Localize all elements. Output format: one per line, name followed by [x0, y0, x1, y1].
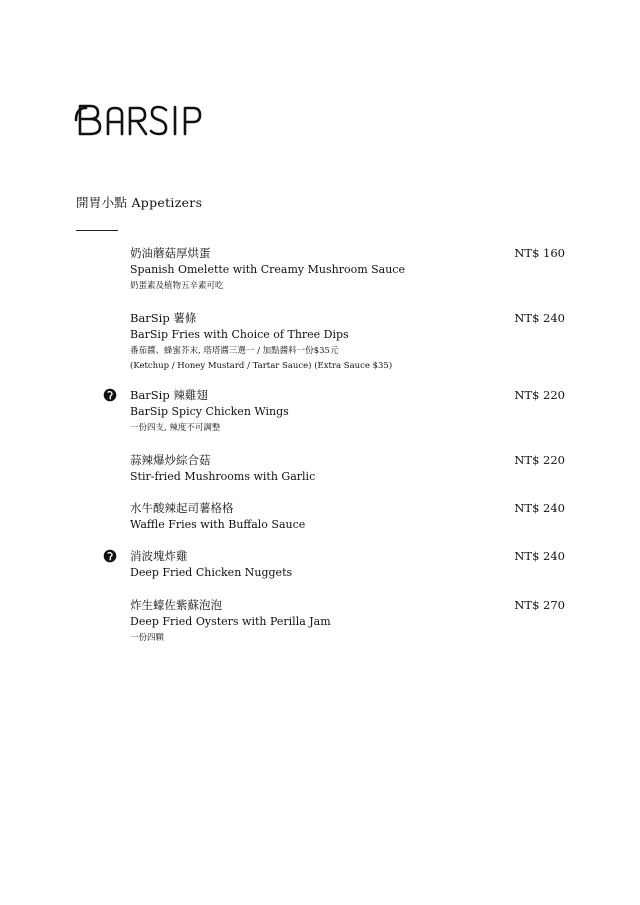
item-name-zh: BarSip 薯條 — [130, 311, 197, 325]
item-name-zh: BarSip 辣雞翅 — [130, 388, 208, 402]
item-price: NT$ 220 — [514, 388, 565, 402]
section-divider — [76, 230, 118, 231]
item-price: NT$ 160 — [514, 246, 565, 260]
menu-item — [130, 501, 570, 533]
item-note: 一份四支, 辣度不可調整 — [130, 423, 221, 433]
item-price: NT$ 240 — [514, 549, 565, 563]
item-price: NT$ 220 — [514, 453, 565, 467]
item-name-zh: 炸生蠔佐紫蘇泡泡 — [130, 598, 222, 612]
menu-item — [130, 549, 570, 581]
barsip-logo — [74, 100, 204, 140]
item-price: NT$ 270 — [514, 598, 565, 612]
spicy-chili-icon — [103, 549, 117, 563]
spicy-chili-icon — [103, 388, 117, 402]
item-note: 一份四顆 — [130, 633, 165, 643]
section-title: 開胃小點 Appetizers — [76, 195, 203, 210]
item-name-en: Spanish Omelette with Creamy Mushroom Sauce — [130, 263, 405, 276]
item-price: NT$ 240 — [514, 501, 565, 515]
menu-item — [130, 388, 570, 436]
item-name-en: Stir-fried Mushrooms with Garlic — [130, 470, 316, 483]
menu-item — [130, 246, 570, 294]
item-name-en: Waffle Fries with Buffalo Sauce — [130, 518, 306, 531]
item-price: NT$ 240 — [514, 311, 565, 325]
item-name-zh: 蒜辣爆炒綜合菇 — [130, 453, 211, 467]
item-name-en: Deep Fried Oysters with Perilla Jam — [130, 615, 331, 628]
item-name-zh: 奶油蘑菇厚烘蛋 — [130, 246, 211, 260]
item-note: (Ketchup / Honey Mustard / Tartar Sauce) (Extra Sauce $35) — [130, 361, 393, 371]
menu-item — [130, 598, 570, 646]
item-note: 番茄醬、蜂蜜芥末, 塔塔醬三選一 / 加點醬料一份$35元 — [130, 346, 339, 356]
menu-item — [130, 311, 570, 374]
item-name-zh: 水牛酸辣起司薯格格 — [130, 501, 234, 515]
menu-item — [130, 453, 570, 485]
item-name-en: BarSip Fries with Choice of Three Dips — [130, 328, 349, 341]
item-note: 奶蛋素及植物五辛素可吃 — [130, 281, 224, 291]
barsip-logo-mark — [74, 100, 204, 140]
item-name-zh: 消波塊炸雞 — [130, 549, 188, 563]
item-name-en: BarSip Spicy Chicken Wings — [130, 405, 289, 418]
item-name-en: Deep Fried Chicken Nuggets — [130, 566, 293, 579]
